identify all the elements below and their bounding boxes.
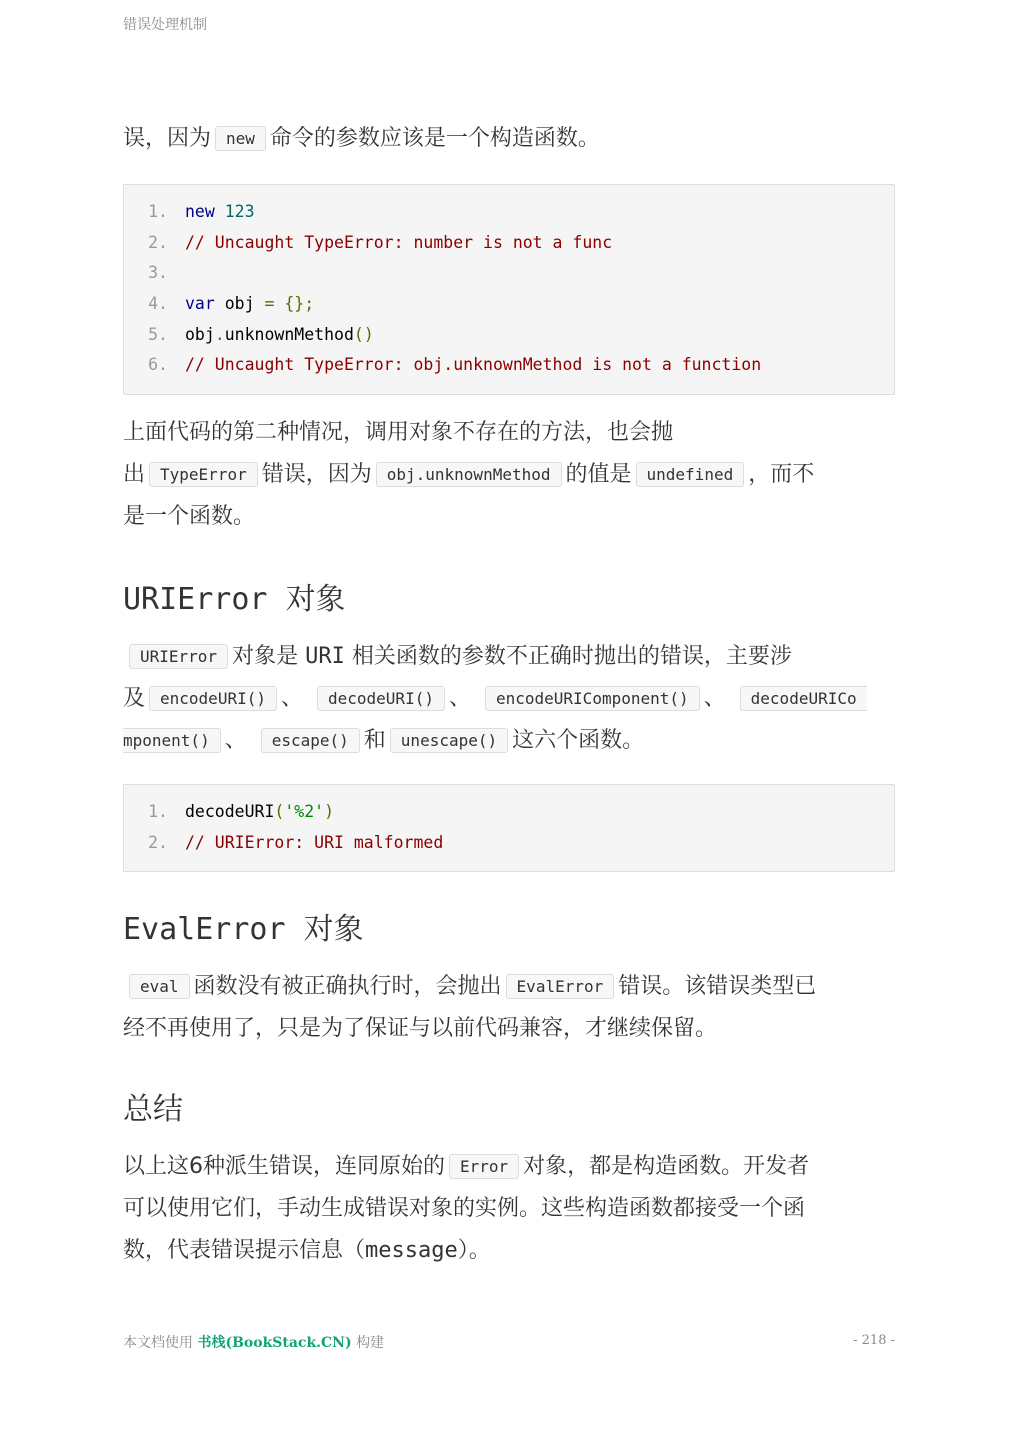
code-line: 6. // Uncaught TypeError: obj.unknownMethod is not a function — [148, 355, 762, 375]
code-line: 3. — [148, 263, 168, 283]
inline-code-new: new — [215, 126, 266, 151]
inline-code-obj-unknownmethod: obj.unknownMethod — [376, 462, 562, 487]
footer-credit: 本文档使用 书栈(BookStack.CN) 构建 — [123, 1335, 385, 1351]
inline-code-encodeuricomponent: encodeURIComponent() — [485, 686, 700, 711]
code-block-typeerror — [123, 184, 895, 395]
inline-code-decodeuri: decodeURI() — [317, 686, 445, 711]
inline-code-urierror: URIError — [129, 644, 228, 669]
page-number: - 218 - — [853, 1333, 895, 1348]
inline-code-error: Error — [449, 1154, 519, 1179]
code-line: 2. // URIError: URI malformed — [148, 832, 444, 852]
paragraph-typeerror-explanation: 上面代码的第二种情况，调用对象不存在的方法，也会抛 出 TypeError 错误，因为 obj.unknownMethod 的值是 undefined ，而不 是一个函数。 — [123, 420, 815, 529]
paragraph-summary: 以上这6种派生错误，连同原始的 Error 对象，都是构造函数。开发者 可以使用它们，手动生成错误对象的实例。这些构造函数都接受一个函 数，代表错误提示信息（message）。 — [123, 1154, 810, 1263]
inline-code-encodeuri: encodeURI() — [149, 686, 277, 711]
section-heading-summary: 总结 — [123, 1092, 183, 1127]
code-line: 5. obj . unknownMethod () — [148, 324, 374, 344]
inline-code-decodeuricomponent-cont: mponent() — [123, 728, 221, 753]
inline-code-evalerror: EvalError — [506, 974, 615, 999]
code-line: 1. decodeURI ( '%2' ) — [148, 802, 335, 821]
code-line: 4. var obj = {}; — [148, 294, 315, 314]
paragraph-evalerror: eval 函数没有被正确执行时，会抛出 EvalError 错误。该错误类型已 经不再使用了，只是为了保证与以前代码兼容，才继续保留。 — [123, 974, 817, 1041]
inline-code-typeerror: TypeError — [149, 462, 258, 487]
inline-code-unescape: unescape() — [390, 728, 508, 753]
paragraph-new-command: 误，因为 new 命令的参数应该是一个构造函数。 — [123, 126, 600, 151]
paragraph-urierror: URIError 对象是 URI 相关函数的参数不正确时抛出的错误，主要涉 及 encodeURI() 、 decodeURI() 、 encodeURIComponent() 、 decodeURICo mponent() 、 escape() 和 unescape() 这六个函数。 — [123, 636, 895, 762]
inline-code-undefined: undefined — [636, 462, 745, 487]
inline-code-eval: eval — [129, 974, 190, 999]
running-header: 错误处理机制 — [123, 17, 207, 33]
code-block-decodeuri — [123, 784, 895, 872]
section-heading-urierror: URIError 对象 — [123, 582, 346, 617]
inline-code-decodeuricomponent: decodeURICo — [740, 686, 867, 711]
code-line: 1. new 123 — [148, 202, 255, 221]
code-line: 2. // Uncaught TypeError: number is not a func — [148, 232, 613, 252]
inline-code-escape: escape() — [261, 728, 360, 753]
bookstack-link[interactable]: 书栈(BookStack.CN) — [197, 1335, 352, 1351]
section-heading-evalerror: EvalError 对象 — [123, 912, 364, 947]
